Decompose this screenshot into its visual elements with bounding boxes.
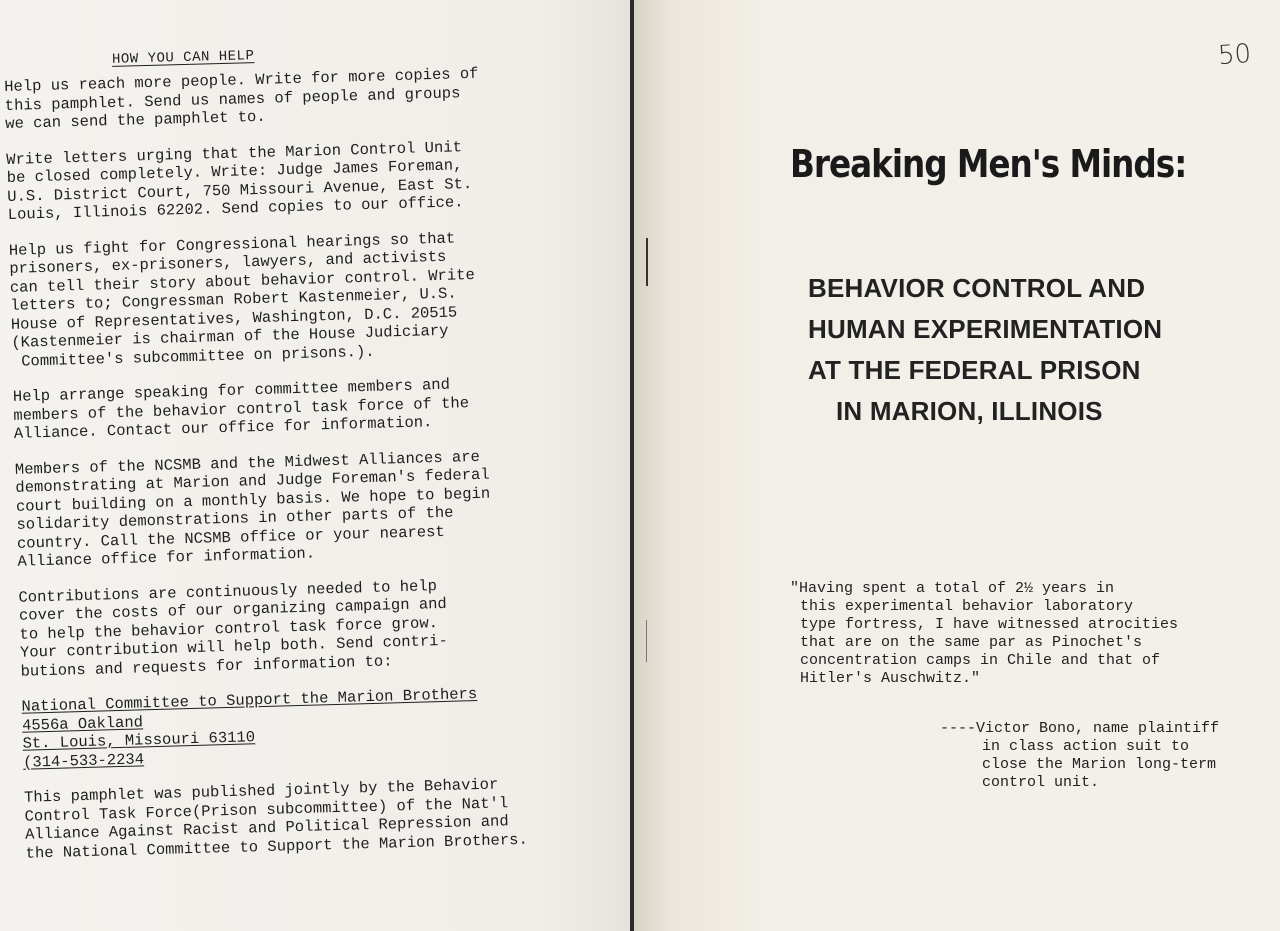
attribution-line: in class action suit to [982,738,1190,755]
quote-line: concentration camps in Chile and that of [800,652,1161,669]
paragraph-speaking: Help arrange speaking for committee members and members of the behavior control task force of the Alliance. Contact our office for information. [12,375,470,443]
quote-attribution [940,720,1270,792]
attribution-line: close the Marion long-term [982,756,1217,773]
handwritten-page-number: 50 [1216,38,1253,72]
address-line: St. Louis, Missouri 63110 [22,728,256,753]
pamphlet-title: Breaking Men's Minds: [790,142,1187,186]
margin-mark [646,620,647,662]
help-text-body [4,61,626,879]
attribution-line: control unit. [982,774,1100,791]
margin-mark [646,238,648,286]
quote-line: that are on the same par as Pinochet's [800,634,1143,651]
left-page [0,0,632,931]
subtitle-line: IN MARION, ILLINOIS [836,396,1103,426]
right-page [634,0,1280,931]
quote-line: type fortress, I have witnessed atrocities [800,616,1179,633]
publisher-note: This pamphlet was published jointly by the Behavior Control Task Force(Prison subcommittee) of the Nat'l Alliance Against Racist and Political Repression and the National Committee to Support the Marion Brothers. [23,775,529,863]
subtitle-line: BEHAVIOR CONTROL AND [808,273,1146,303]
paragraph-congressional-hearings: Help us fight for Congressional hearings so that prisoners, ex-prisoners, lawyers, and activists can tell their story about behavior control. Write letters to; Congressman Robert Kastenmeier, U.S. House of Representatives, Washington, D.C. 20515 (Kastenmeier is chairman of the House Judiciary Committee's subcommittee on prisons.). [8,228,475,371]
paragraph-contributions: Contributions are continuously needed to help cover the costs of our organizing campaign and to help the behavior control task force grow. Your contribution will help both. Send contri- butions and requests for information to: [18,576,449,681]
quote-line: "Having spent a total of 2½ years in [790,580,1115,597]
subtitle-line: AT THE FEDERAL PRISON [808,355,1141,385]
mailing-address [21,681,623,772]
quote-line: Hitler's Auschwitz." [800,670,981,687]
quote-line: this experimental behavior laboratory [800,598,1134,615]
attribution-line: ----Victor Bono, name plaintiff [940,720,1220,737]
address-line: (314-533-2234 [22,749,145,772]
pamphlet-subtitle [808,268,1238,432]
help-heading: HOW YOU CAN HELP [111,48,255,68]
prisoner-quote [790,580,1270,688]
address-line: National Committee to Support the Marion Brothers [21,685,478,716]
paragraph-demonstrations: Members of the NCSMB and the Midwest Alliances are demonstrating at Marion and Judge Foreman's federal court building on a monthly basis. We hope to begin solidarity demonstrations in other parts of the country. Call the NCSMB office or your nearest Alliance office for information. [14,447,491,571]
paragraph-write-letters: Write letters urging that the Marion Control Unit be closed completely. Write: Judge James Foreman, U.S. District Court, 750 Missouri Avenue, East St. Louis, Illinois 62202. Send copies to our office. [6,137,473,224]
paragraph-reach-people: Help us reach more people. Write for more copies of this pamphlet. Send us names of people and groups we can send the pamphlet to. [4,64,479,133]
subtitle-line: HUMAN EXPERIMENTATION [808,314,1163,344]
address-line: 4556a Oakland [21,712,144,735]
